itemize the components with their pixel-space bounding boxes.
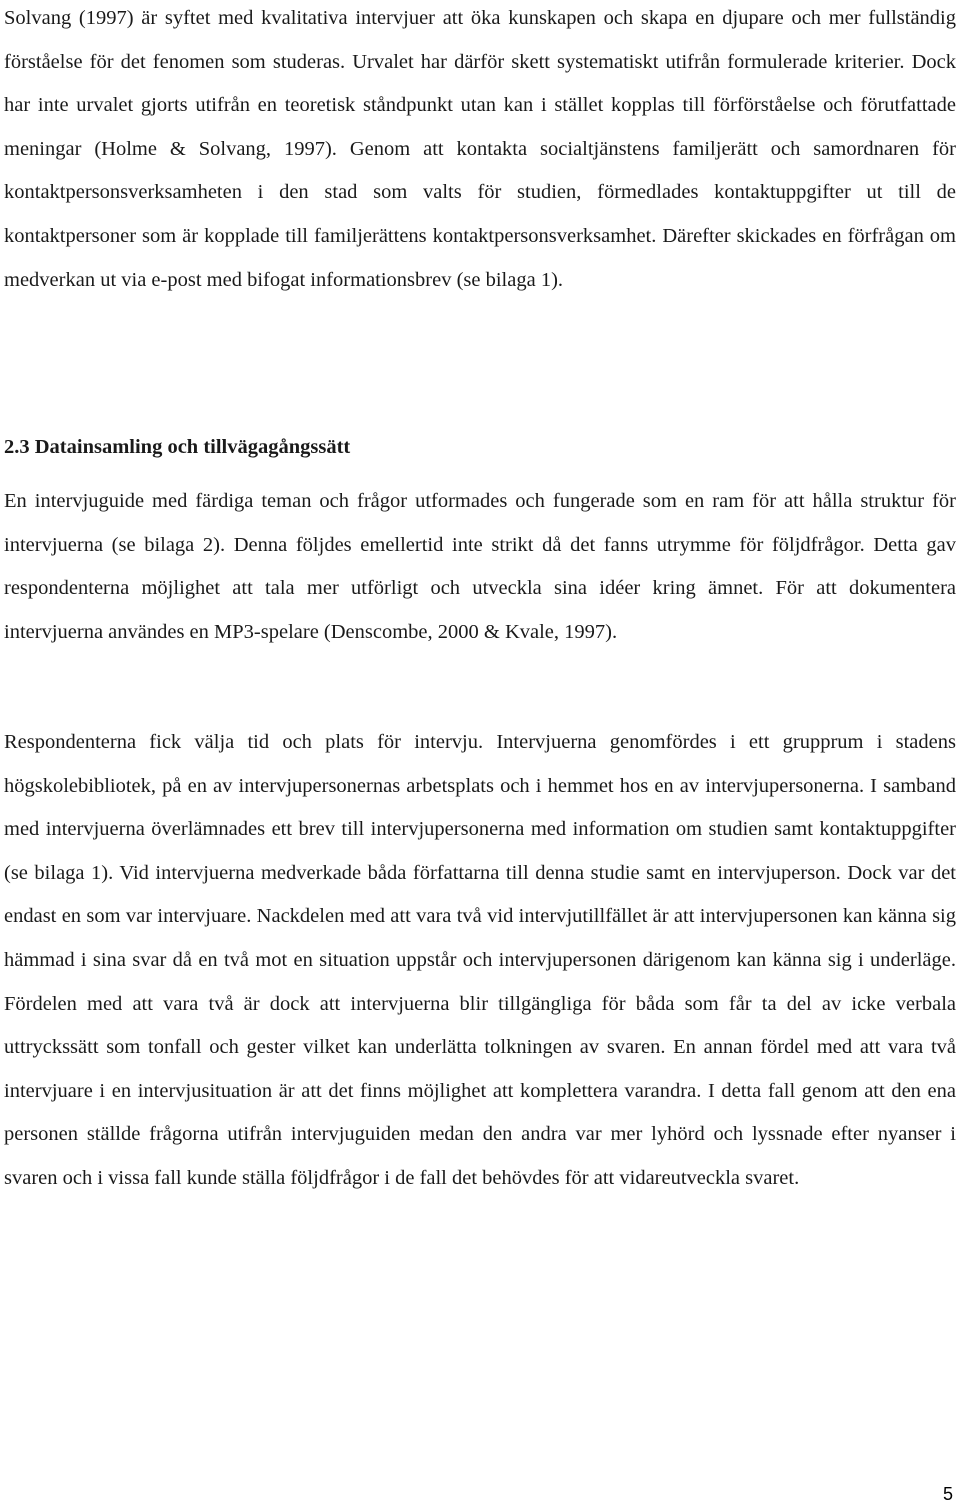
page-number: 5 bbox=[942, 1484, 953, 1504]
section-heading: 2.3 Datainsamling och tillvägagångssätt bbox=[4, 436, 351, 458]
paragraph-sampling: Solvang (1997) är syftet med kvalitativa intervjuer att öka kunskapen och skapa en djupare och mer fullständig förståelse för det fenomen som studeras. Urvalet har därför skett systematiskt utifrån formulerade kriterier. Dock har inte urvalet gjorts utifrån en teoretisk ståndpunkt utan kan i stället kopplas till förförståelse och förutfattade meningar (Holme & Solvang, 1997). Genom att kontakta socialtjänstens familjerätt och samordnaren för kontaktpersonsverksamheten i den stad som valts för studien, förmedlades kontaktuppgifter ut till de kontaktpersoner som är kopplade till familjerättens kontaktpersonsverksamhet. Därefter skickades en förfrågan om medverkan ut via e-post med bifogat informationsbrev (se bilaga 1). bbox=[4, 7, 956, 291]
paragraph-interview-procedure: Respondenterna fick välja tid och plats för intervju. Intervjuerna genomfördes i ett grupprum i stadens högskolebibliotek, på en av intervjupersonernas arbetsplats och i hemmet hos en av intervjupersonerna. I samband med intervjuerna överlämnades ett brev till intervjupersonerna med information om studien samt kontaktuppgifter (se bilaga 1). Vid intervjuerna medverkade båda författarna till denna studie samt en intervjuperson. Dock var det endast en som var intervjuare. Nackdelen med att vara två vid intervjutillfället är att intervjupersonen kan känna sig hämmad i sina svar då en två mot en situation uppstår och intervjupersonen därigenom kan känna sig i underläge. Fördelen med att vara två är dock att intervjuerna blir tillgängliga för båda som får ta del av icke verbala uttryckssätt som tonfall och gester vilket kan underlätta tolkningen av svaren. En annan fördel med att vara två intervjuare i en intervjusituation är att det finns möjlighet att komplettera varandra. I detta fall genom att den ena personen ställde frågorna utifrån intervjuguiden medan den andra var mer lyhörd och lyssnade efter nyanser i svaren och i vissa fall kunde ställa följdfrågor i de fall det behövdes för att vidareutveckla svaret. bbox=[4, 731, 956, 1189]
paragraph-interview-guide: En intervjuguide med färdiga teman och frågor utformades och fungerade som en ram för att hålla struktur för intervjuerna (se bilaga 2). Denna följdes emellertid inte strikt då det fanns utrymme för följdfrågor. Detta gav respondenterna möjlighet att tala mer utförligt och utveckla sina idéer kring ämnet. För att dokumentera intervjuerna användes en MP3-spelare (Denscombe, 2000 & Kvale, 1997). bbox=[4, 490, 956, 643]
